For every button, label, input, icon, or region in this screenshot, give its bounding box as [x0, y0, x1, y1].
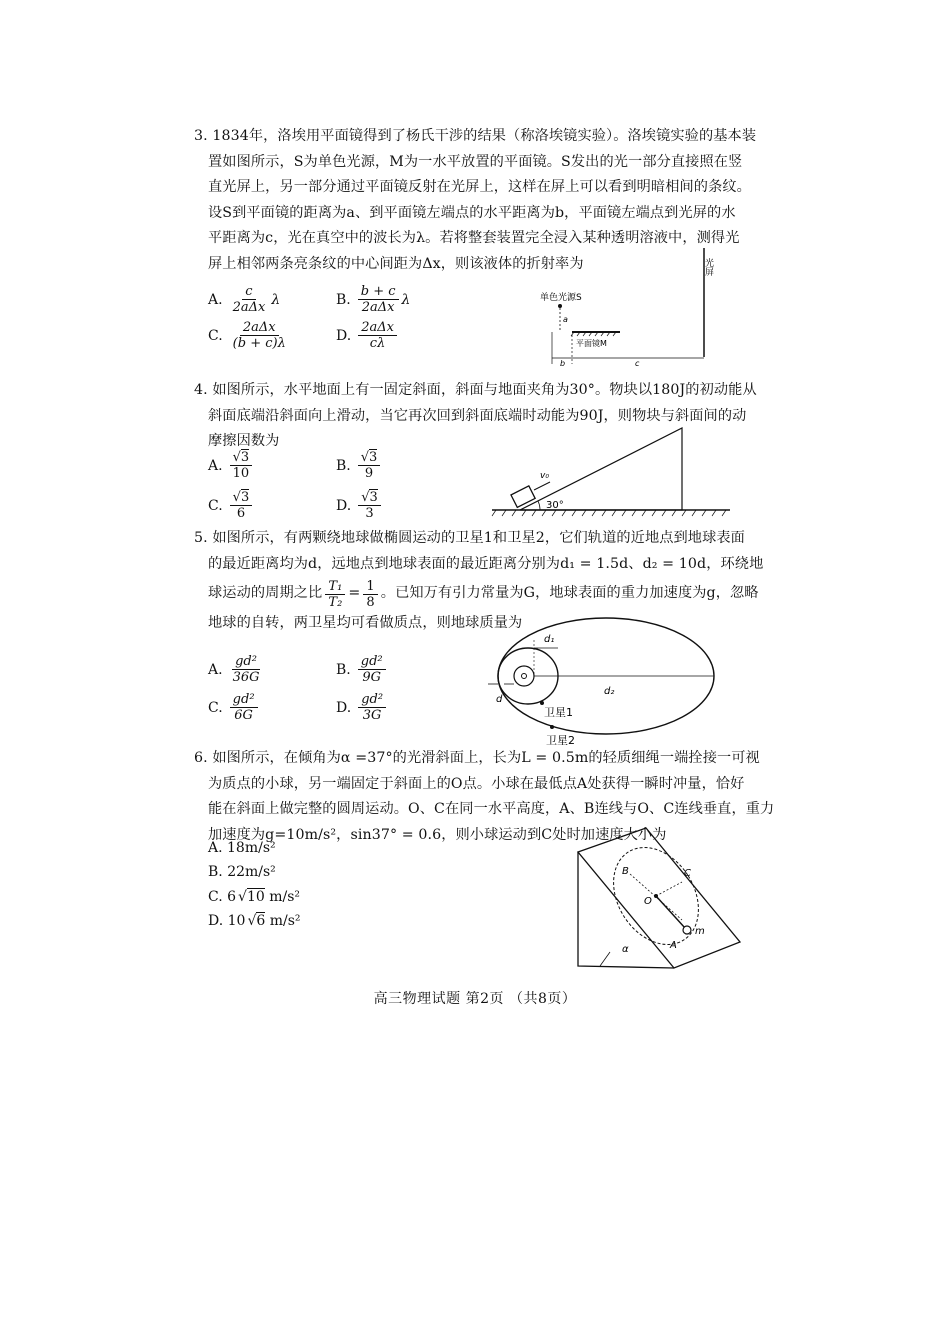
option-label: A.: [208, 457, 223, 474]
option-label: A.: [208, 291, 223, 308]
satellite-1-label: 卫星1: [544, 706, 573, 719]
radicand: 3: [240, 450, 250, 465]
numerator: c: [242, 284, 255, 300]
q5-line: 球运动的周期之比: [208, 585, 323, 602]
option-label: B.: [336, 457, 351, 474]
fraction: [230, 450, 253, 481]
denominator: (b + c)λ: [232, 336, 286, 351]
option-tail: λ: [401, 291, 411, 308]
fraction: [358, 490, 381, 521]
q4-option-d[interactable]: [336, 490, 384, 521]
denominator: 9: [364, 466, 374, 481]
q5-line: 的最近距离均为d，远地点到地球表面的最近距离分别为d₁ = 1.5d、d₂ = 10d，环绕地: [208, 555, 764, 572]
c-label: C: [684, 868, 691, 879]
numerator: √3: [230, 450, 253, 466]
denominator: 36G: [232, 670, 260, 685]
denominator: 9G: [362, 670, 381, 685]
velocity-arrow: [534, 482, 550, 490]
radicand: 3: [369, 450, 378, 465]
equals-sign: =: [348, 585, 361, 602]
denominator: 6: [236, 506, 246, 521]
option-label: C.: [208, 327, 223, 344]
c-label: c: [635, 359, 640, 368]
numerator: gd²: [358, 692, 386, 708]
denominator: 8: [366, 594, 375, 610]
denominator: 3: [365, 506, 374, 521]
b-label: B: [622, 866, 629, 877]
q6-option-b[interactable]: [208, 864, 276, 880]
source-label: 单色光源S: [540, 293, 582, 303]
option-label: C. 6: [208, 888, 237, 905]
q4-line: 4. 如图所示，水平地面上有一固定斜面，斜面与地面夹角为30°。物块以180J的初动能从: [194, 382, 757, 398]
q5-option-a[interactable]: [208, 654, 266, 685]
q3-option-c[interactable]: [208, 320, 292, 351]
q6-line: 6. 如图所示，在倾角为α =37°的光滑斜面上，长为L = 0.5m的轻质细绳一端拴接一可视: [194, 750, 760, 766]
o-label: O: [644, 896, 652, 907]
q3-line: 设S到平面镜的距离为a、到平面镜左端点的水平距离为b，平面镜左端点到光屏的水: [208, 204, 736, 221]
ratio-value: [363, 579, 377, 610]
period-ratio: [325, 579, 345, 610]
option-label: A.: [208, 661, 223, 678]
option-text: A. 18m/s²: [208, 840, 276, 856]
q4-option-b[interactable]: [336, 450, 383, 481]
radicand: 3: [369, 490, 378, 505]
q3-line: 屏上相邻两条亮条纹的中心间距为Δx，则该液体的折射率为: [208, 255, 584, 272]
rope: [656, 896, 685, 928]
alpha-label: α: [622, 944, 629, 955]
angle-arc: [538, 501, 540, 510]
denominator: cλ: [369, 336, 386, 351]
screen-label: 光屏: [703, 258, 713, 276]
q6-option-d[interactable]: D. 10 √ 6 m/s²: [208, 912, 301, 929]
q3-line: 直光屏上，另一部分通过平面镜反射在光屏上，这样在屏上可以看到明暗相间的条纹。: [208, 179, 751, 195]
q4-option-a[interactable]: [208, 450, 255, 481]
q6-option-c[interactable]: C. 6 √ 10 m/s²: [208, 888, 301, 905]
numerator: √3: [358, 450, 381, 466]
d1-label: d₁: [544, 634, 555, 645]
angle-label: 30°: [546, 500, 564, 511]
q6-line: 为质点的小球，另一端固定于斜面上的O点。小球在最低点A处获得一瞬时冲量，恰好: [208, 775, 745, 792]
q4-line: 摩擦因数为: [208, 433, 280, 449]
q5-line-rest: 。已知万有引力常量为G，地球表面的重力加速度为g，忽略: [380, 585, 759, 602]
numerator: 2aΔx: [358, 320, 397, 336]
q5-option-c[interactable]: [208, 692, 261, 723]
option-unit: m/s²: [265, 912, 301, 929]
denominator: 3G: [362, 708, 382, 723]
option-tail: λ: [271, 291, 281, 308]
q3-figure: [530, 240, 730, 370]
q6-line: 加速度为g=10m/s²，sin37° = 0.6，则小球运动到C处时加速度大小为: [208, 826, 667, 843]
satellite-2-point: [550, 725, 554, 729]
q5-option-d[interactable]: [336, 692, 389, 723]
m-label: m: [695, 926, 705, 937]
v0-label: v₀: [540, 471, 549, 481]
q6-line: 能在斜面上做完整的圆周运动。O、C在同一水平高度，A、B连线与O、C连线垂直，重力: [208, 801, 775, 817]
q5-option-b[interactable]: [336, 654, 389, 685]
numerator: gd²: [230, 692, 258, 708]
fraction: [358, 654, 386, 685]
numerator: gd²: [358, 654, 386, 670]
q3-line: 平距离为c，光在真空中的波长为λ。若将整套装置完全浸入某种透明溶液中，测得光: [208, 230, 740, 246]
source-point: [558, 304, 562, 308]
option-label: D.: [336, 327, 352, 344]
option-label: B.: [336, 661, 351, 678]
alpha-arc: [600, 952, 610, 966]
earth-center: [522, 674, 527, 679]
numerator: √3: [358, 490, 381, 506]
option-label: C.: [208, 699, 223, 716]
option-unit: m/s²: [264, 888, 301, 905]
q6-figure: [570, 824, 750, 974]
fraction: [230, 490, 253, 521]
ground-hatch: [492, 510, 726, 516]
incline-triangle: [520, 428, 682, 510]
q4-figure: [490, 420, 740, 520]
q3-option-d[interactable]: [336, 320, 400, 351]
q3-option-a[interactable]: [208, 284, 280, 315]
denominator: 10: [232, 466, 250, 481]
option-label: C.: [208, 497, 223, 514]
earth-circle: [514, 666, 534, 686]
denominator: T₂: [328, 594, 343, 610]
q3-option-b[interactable]: [336, 284, 410, 315]
d-label: d: [496, 694, 503, 705]
page-footer: 高三物理试题 第2页 （共8页）: [373, 991, 577, 1007]
numerator: T₁: [325, 579, 345, 595]
numerator: 2aΔx: [240, 320, 279, 336]
q3-line: 置如图所示，S为单色光源，M为一水平放置的平面镜。S发出的光一部分直接照在竖: [208, 153, 743, 170]
denominator: 2aΔx: [232, 300, 266, 315]
a-label: a: [563, 315, 568, 324]
fraction: [358, 320, 397, 351]
fraction: [358, 284, 399, 315]
fraction: [230, 284, 269, 315]
q6-option-a[interactable]: [208, 840, 276, 856]
b-label: b: [560, 359, 566, 368]
option-label: B.: [336, 291, 351, 308]
q4-line: 斜面底端沿斜面向上滑动，当它再次回到斜面底端时动能为90J，则物块与斜面间的动: [208, 407, 747, 424]
radicand: 3: [240, 490, 250, 505]
q5-line: 地球的自转，两卫星均可看做质点，则地球质量为: [208, 615, 523, 631]
d2-label: d₂: [604, 686, 615, 697]
satellite-1-point: [540, 701, 544, 705]
ball: [683, 926, 691, 934]
radicand: 10: [246, 889, 265, 905]
q4-option-c[interactable]: [208, 490, 255, 521]
option-text: B. 22m/s²: [208, 864, 276, 880]
radicand: 6: [256, 913, 266, 929]
option-label: D.: [336, 497, 352, 514]
option-label: D. 10: [208, 912, 246, 929]
q5-line: 5. 如图所示，有两颗绕地球做椭圆运动的卫星1和卫星2，它们轨道的近地点到地球表面: [194, 530, 745, 546]
fraction: [358, 450, 381, 481]
numerator: b + c: [358, 284, 399, 300]
incline-face: [578, 828, 740, 968]
a-label: A: [670, 940, 677, 951]
fraction: [230, 654, 263, 685]
numerator: gd²: [232, 654, 260, 670]
satellite-2-label: 卫星2: [546, 734, 575, 747]
fraction: [230, 692, 258, 723]
mirror-label: 平面镜M: [576, 339, 607, 348]
fraction: [230, 320, 289, 351]
oc-line: [656, 882, 682, 896]
denominator: 2aΔx: [361, 300, 395, 315]
q3-line: 3. 1834年，洛埃用平面镜得到了杨氏干涉的结果（称洛埃镜实验）。洛埃镜实验的基本装: [194, 128, 757, 144]
option-label: D.: [336, 699, 352, 716]
denominator: 6G: [234, 708, 253, 723]
numerator: √3: [230, 490, 253, 506]
q5-ratio-line: [194, 577, 759, 611]
numerator: 1: [363, 579, 377, 595]
point-o: [654, 894, 658, 898]
q5-figure: [484, 610, 724, 748]
fraction: [358, 692, 386, 723]
